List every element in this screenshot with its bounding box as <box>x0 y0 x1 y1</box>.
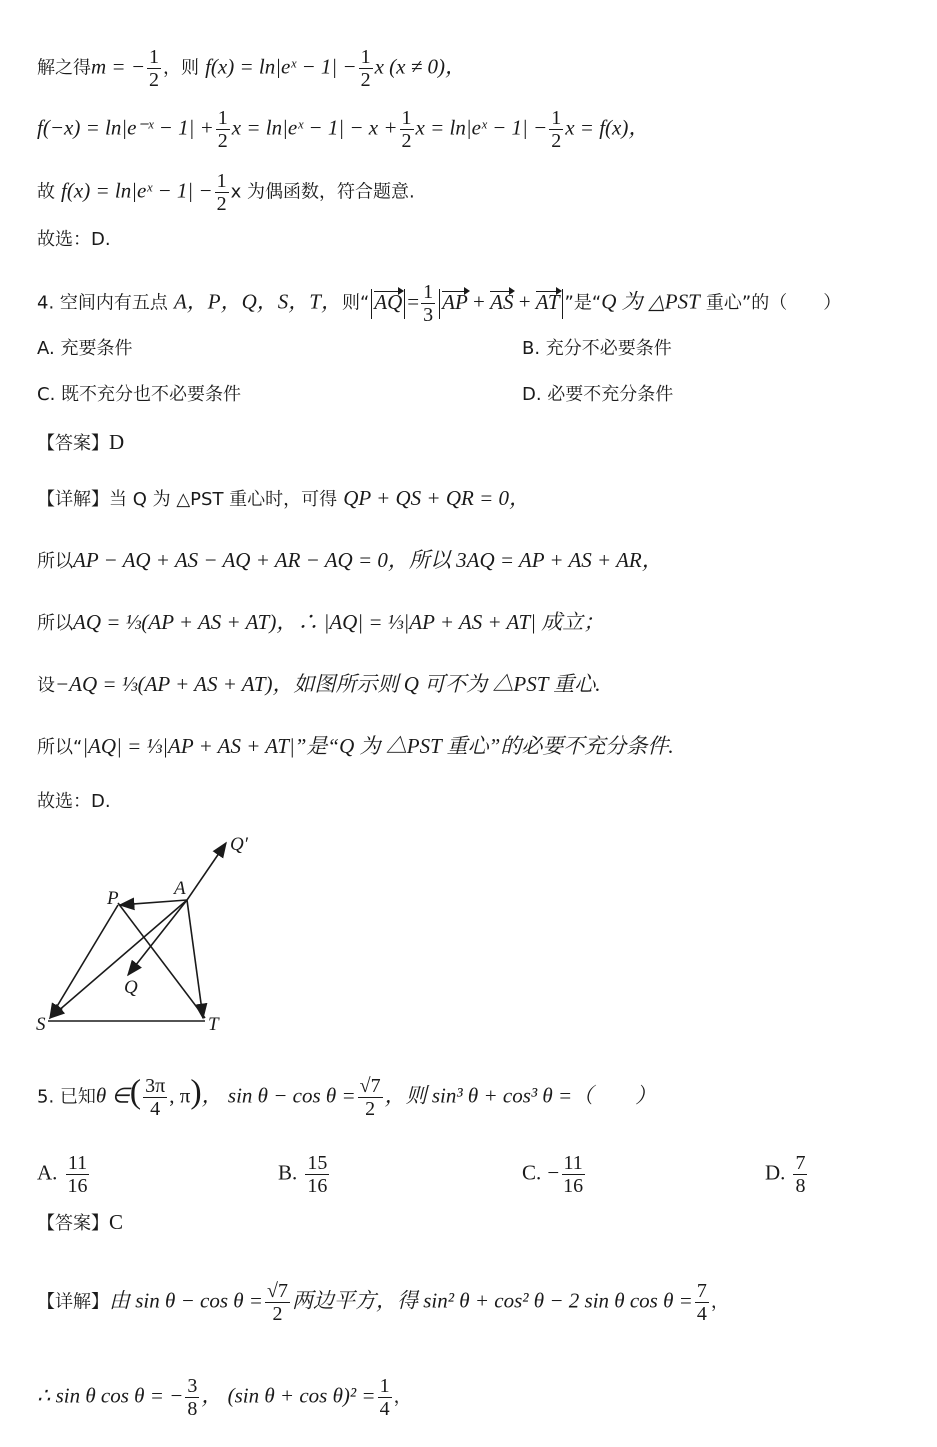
q4-detail-3 <box>37 610 604 636</box>
vector-AP: AP <box>442 289 468 314</box>
math: |AQ| = ⅓|AP + AS + AT|”是“Q 为 △PST 重心”的必要不充分条件. <box>82 734 674 758</box>
vector-AQ-arrow <box>128 900 187 975</box>
text: 则“ <box>341 292 370 314</box>
q5-stem: 5. 已知θ ∈( $\frac{3\pi}{4}$ , π)， sin θ − cos θ = $\frac{√7}{2}$ ，则 sin³ θ + cos³ θ =（ ） <box>37 1073 657 1120</box>
label-Q: Q <box>124 977 138 998</box>
math: x = ln|eˣ − 1| − x + <box>231 115 398 140</box>
math: AP − AQ + AS − AQ + AR − AQ = 0，所以 3AQ = AP + AS + AR， <box>73 548 663 572</box>
text: 5. 已知 <box>37 1086 96 1108</box>
math: ∴ sin θ cos θ = − <box>37 1383 184 1408</box>
prev-choose: 故选：D. <box>37 229 111 250</box>
math: m = − <box>91 54 146 79</box>
q4-choose: 故选：D. <box>37 791 111 812</box>
text: 所以 <box>37 613 73 634</box>
text: x 为偶函数，符合题意. <box>230 181 415 203</box>
fraction: $\frac{√7}{2}$ <box>359 1075 381 1120</box>
q4-detail-1 <box>37 486 530 512</box>
vector-AT-arrow <box>187 900 203 1018</box>
q5-option-b: B. $\frac{15}{16}$ <box>278 1152 328 1197</box>
math: A，P，Q，S，T， <box>173 289 342 314</box>
label-Qprime: Q′ <box>230 834 248 855</box>
label-S: S <box>36 1014 46 1035</box>
prev-solution-line-3 <box>37 170 415 215</box>
math: ，则 sin³ θ + cos³ θ =（ ） <box>384 1083 657 1108</box>
text: 当 Q 为 △PST 重心时，可得 <box>109 489 338 510</box>
math: x = ln|eˣ − 1| − <box>415 115 548 140</box>
text: 设 <box>37 675 55 696</box>
math: , π <box>169 1083 191 1108</box>
math: −AQ = ⅓(AP + AS + AT)，如图所示则 Q 可不为 △PST 重心. <box>55 672 601 696</box>
vector-AP-arrow <box>120 900 187 905</box>
q5-answer <box>37 1210 123 1236</box>
q5-detail-1: 【详解】由 sin θ − cos θ = $\frac{√7}{2}$ 两边平方，得 sin² θ + cos² θ − 2 sin θ cos θ = $\frac{7}{4}$ ， <box>37 1280 729 1325</box>
label-P: P <box>107 888 119 909</box>
q4-detail-2 <box>37 548 663 574</box>
q4-option-a: A. 充要条件 <box>37 338 133 359</box>
q4-detail-4 <box>37 672 601 698</box>
label-T: T <box>208 1014 219 1035</box>
answer-value: D <box>109 430 125 454</box>
q4-option-b: B. 充分不必要条件 <box>522 338 672 359</box>
q5-option-a: A. $\frac{11}{16}$ <box>37 1152 88 1197</box>
detail-tag: 【详解】 <box>37 1291 109 1313</box>
label-A: A <box>174 878 186 899</box>
vector-AT: AT <box>535 289 560 314</box>
q5-option-d: D. $\frac{7}{8}$ <box>765 1152 806 1197</box>
math: = <box>407 289 420 314</box>
math: QP + QS + QR = 0， <box>343 486 531 510</box>
text: 重心”的（ ） <box>705 292 842 314</box>
fraction: $\frac{1}{2}$ <box>551 107 562 152</box>
text: 解之得 <box>37 57 91 79</box>
q4-option-c: C. 既不充分也不必要条件 <box>37 384 242 405</box>
text: 所以 <box>37 551 73 572</box>
math: 两边平方，得 sin² θ + cos² θ − 2 sin θ cos θ = <box>291 1288 693 1313</box>
text: 4. 空间内有五点 <box>37 292 168 314</box>
q4-stem: 4. 空间内有五点 A，P，Q，S，T，则“ AQ = $\frac{1}{3}$ AP + AS + AT ”是“Q 为 △PST 重心”的（ ） <box>37 281 842 326</box>
vector-figure <box>30 828 290 1038</box>
detail-tag: 【详解】 <box>37 489 109 510</box>
fraction: $\frac{1}{2}$ <box>217 107 228 152</box>
answer-value: C <box>109 1210 124 1234</box>
math: △PST <box>648 289 700 314</box>
segment-P-T <box>118 903 205 1018</box>
q5-detail-2: ∴ sin θ cos θ = − $\frac{3}{8}$ ， (sin θ + cos θ)² = $\frac{1}{4}$ ， <box>37 1375 412 1420</box>
math: ， sin θ − cos θ = <box>201 1083 356 1108</box>
q5-option-c: C. − $\frac{11}{16}$ <box>522 1152 584 1197</box>
fraction: $\frac{3\pi}{4}$ <box>145 1075 166 1120</box>
math: f(x) = ln|eˣ − 1| − <box>205 54 357 79</box>
answer-tag: 【答案】 <box>37 1213 109 1234</box>
text: ，则 <box>163 57 200 79</box>
math: θ ∈ <box>95 1083 130 1108</box>
text: ”是“ <box>564 292 602 314</box>
math: x = f(x)， <box>565 115 650 140</box>
math: Q 为 <box>601 289 643 314</box>
fraction: $\frac{1}{2}$ <box>216 170 227 215</box>
math: ， (sin θ + cos θ)² = <box>201 1383 376 1408</box>
vector-AQprime-arrow <box>187 843 226 900</box>
q4-option-d: D. 必要不充分条件 <box>522 384 674 405</box>
math: f(−x) = ln|e⁻ˣ − 1| + <box>37 115 214 140</box>
math: AQ = ⅓(AP + AS + AT)，∴ |AQ| = ⅓|AP + AS + AT| 成立； <box>73 610 605 634</box>
vector-PS-arrow <box>50 905 118 1018</box>
answer-tag: 【答案】 <box>37 433 109 454</box>
fraction: $\frac{1}{3}$ <box>423 281 434 326</box>
math: f(x) = ln|eˣ − 1| − <box>61 178 213 203</box>
vector-AQ: AQ <box>374 289 403 314</box>
vector-AS: AS <box>490 289 514 314</box>
q4-detail-5 <box>37 734 674 760</box>
math: x (x ≠ 0)， <box>374 54 467 79</box>
fraction: $\frac{1}{2}$ <box>149 46 160 91</box>
text: 故 <box>37 181 55 203</box>
fraction: $\frac{1}{2}$ <box>360 46 371 91</box>
math: 由 sin θ − cos θ = <box>109 1288 263 1313</box>
vector-AS-arrow <box>50 900 187 1018</box>
prev-solution-line-2 <box>37 107 649 152</box>
q4-answer <box>37 430 124 456</box>
fraction: $\frac{1}{2}$ <box>401 107 412 152</box>
text: 所以“ <box>37 737 83 758</box>
prev-solution-line-1 <box>37 46 466 91</box>
